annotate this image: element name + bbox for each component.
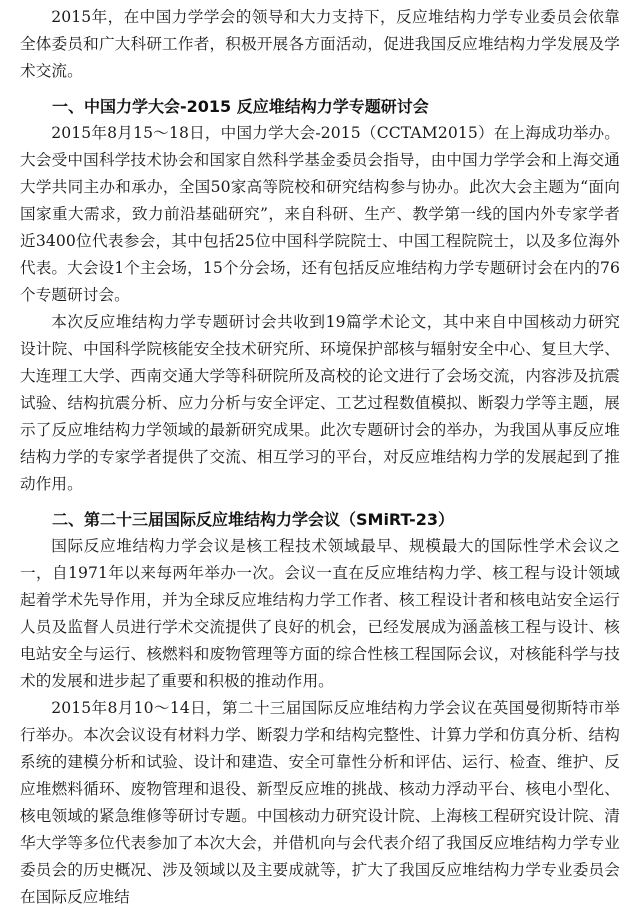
section-1-paragraph-2: 本次反应堆结构力学专题研讨会共收到19篇学术论文，其中来自中国核动力研究设计院、中国科学院核能安全技术研究所、环境保护部核与辐射安全中心、复旦大学、大连理工大学、西南交通大学等科研院所及高校的论文进行了会场交流，内容涉及抗震试验、结构抗震分析、应力分析与安全评定、工艺过程数值模拟、断裂力学等主题，展示了反应堆结构力学领域的最新研究成果。此次专题研讨会的举办，为我国从事反应堆结构力学的专家学者提供了交流、相互学习的平台，对反应堆结构力学的发展起到了推动作用。 [20, 313, 620, 493]
section-2-heading: 二、第二十三届国际反应堆结构力学会议（SMiRT-23） [52, 510, 455, 529]
section-2-paragraph-1: 国际反应堆结构力学会议是核工程技术领域最早、规模最大的国际性学术会议之一，自1971年以来每两年举办一次。会议一直在反应堆结构力学、核工程与设计领域起着学术先导作用，并为全球反应堆结构力学工作者、核工程设计者和核电站安全运行人员及监督人员进行学术交流提供了良好的机会，已经发展成为涵盖核工程与设计、核电站安全与运行、核燃料和废物管理等方面的综合性核工程国际会议，对核能科学与技术的发展和进步起了重要和积极的推动作用。 [20, 537, 620, 690]
section-1-paragraph-1: 2015年8月15～18日，中国力学大会-2015（CCTAM2015）在上海成功举办。大会受中国科学技术协会和国家自然科学基金委员会指导，由中国力学学会和上海交通大学共同主办和承办，全国50家高等院校和研究结构参与协办。此次大会主题为“面向国家重大需求，致力前沿基础研究”，来自科研、生产、教学第一线的国内外专家学者近3400位代表参会，其中包括25位中国科学院院士、中国工程院院士，以及多位海外代表。大会设1个主会场，15个分会场，还有包括反应堆结构力学专题研讨会在内的76个专题研讨会。 [20, 124, 620, 304]
document-page [20, 4, 620, 911]
section-1-heading: 一、中国力学大会-2015 反应堆结构力学专题研讨会 [52, 97, 429, 116]
intro-paragraph: 2015年，在中国力学学会的领导和大力支持下，反应堆结构力学专业委员会依靠全体委员和广大科研工作者，积极开展各方面活动，促进我国反应堆结构力学发展及学术交流。 [20, 8, 620, 80]
section-2-paragraph-2: 2015年8月10～14日，第二十三届国际反应堆结构力学会议在英国曼彻斯特市举行举办。本次会议设有材料力学、断裂力学和结构完整性、计算力学和仿真分析、结构系统的建模分析和试验、设计和建造、安全可靠性分析和评估、运行、检查、维护、反应堆燃料循环、废物管理和退役、新型反应堆的挑战、核动力浮动平台、核电小型化、核电领域的紧急维修等研讨专题。中国核动力研究设计院、上海核工程研究设计院、清华大学等多位代表参加了本次大会，并借机向与会代表介绍了我国反应堆结构力学专业委员会的历史概况、涉及领域以及主要成就等，扩大了我国反应堆结构力学专业委员会在国际反应堆结 [20, 699, 620, 906]
